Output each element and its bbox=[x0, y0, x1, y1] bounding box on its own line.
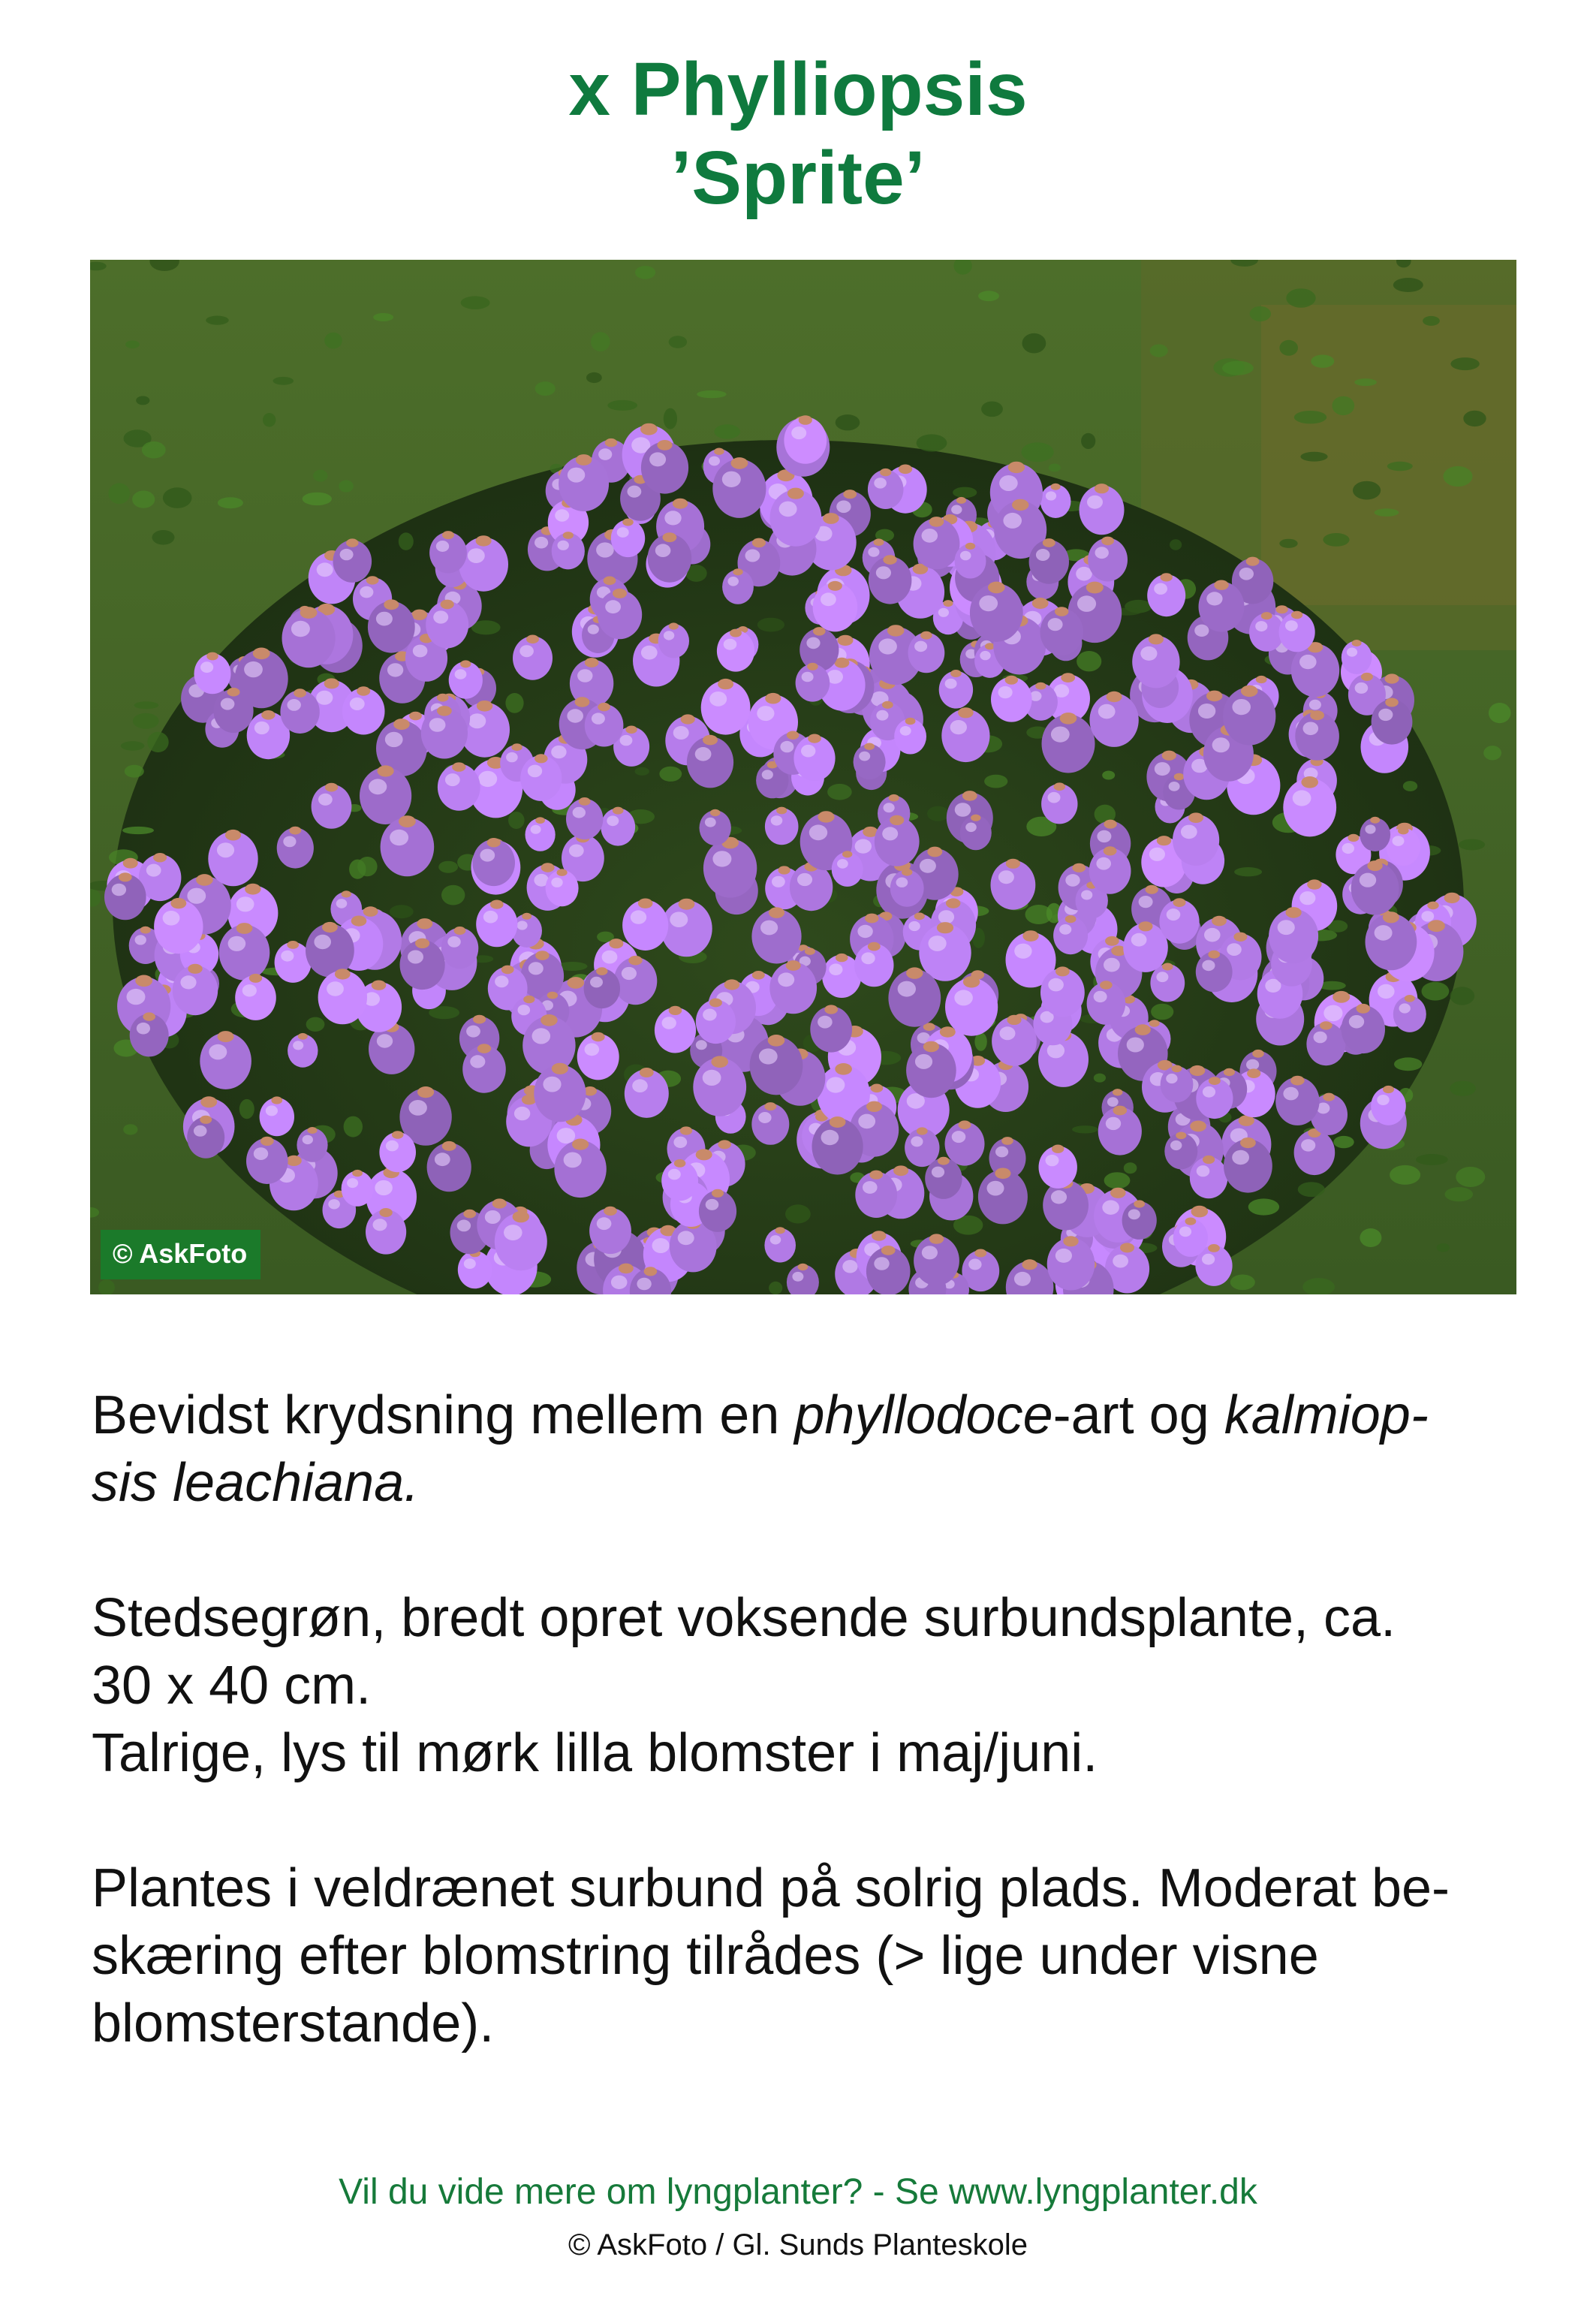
title-genus: x Phylliopsis bbox=[568, 47, 1028, 131]
plant-photo bbox=[90, 260, 1516, 1294]
description-care bbox=[92, 1855, 1518, 2057]
care-line: skæring efter blomstring tilrådes (> lige under visne bbox=[92, 1926, 1319, 1986]
intro-text-middle: -art og bbox=[1052, 1385, 1224, 1445]
intro-genus: phyllodoce bbox=[794, 1385, 1053, 1445]
flower-photo-icon bbox=[90, 260, 1516, 1294]
footer-info-link[interactable]: Vil du vide mere om lyngplanter? - Se www.lyngplanter.dk bbox=[339, 2172, 1257, 2212]
page-title bbox=[0, 45, 1596, 222]
intro-species-cont: sis leachiana. bbox=[92, 1453, 420, 1513]
intro-species: kalmiop- bbox=[1224, 1385, 1429, 1445]
description-intro bbox=[92, 1381, 1518, 1517]
intro-text: Bevidst krydsning mellem en bbox=[92, 1385, 795, 1445]
title-cultivar: ’Sprite’ bbox=[670, 136, 926, 220]
description-habit bbox=[92, 1584, 1518, 1787]
footer-copyright: © AskFoto / Gl. Sunds Planteskole bbox=[568, 2228, 1028, 2261]
habit-size: 30 x 40 cm. bbox=[92, 1656, 372, 1716]
care-line: blomsterstande). bbox=[92, 1993, 495, 2053]
plant-description bbox=[92, 1381, 1518, 2057]
habit-line: Stedsegrøn, bredt opret voksende surbundsplante, ca. bbox=[92, 1588, 1396, 1648]
photo-credit-badge: © AskFoto bbox=[101, 1230, 260, 1279]
care-line: Plantes i veldrænet surbund på solrig plads. Moderat be- bbox=[92, 1858, 1450, 1918]
habit-flowering: Talrige, lys til mørk lilla blomster i maj/juni. bbox=[92, 1723, 1098, 1783]
